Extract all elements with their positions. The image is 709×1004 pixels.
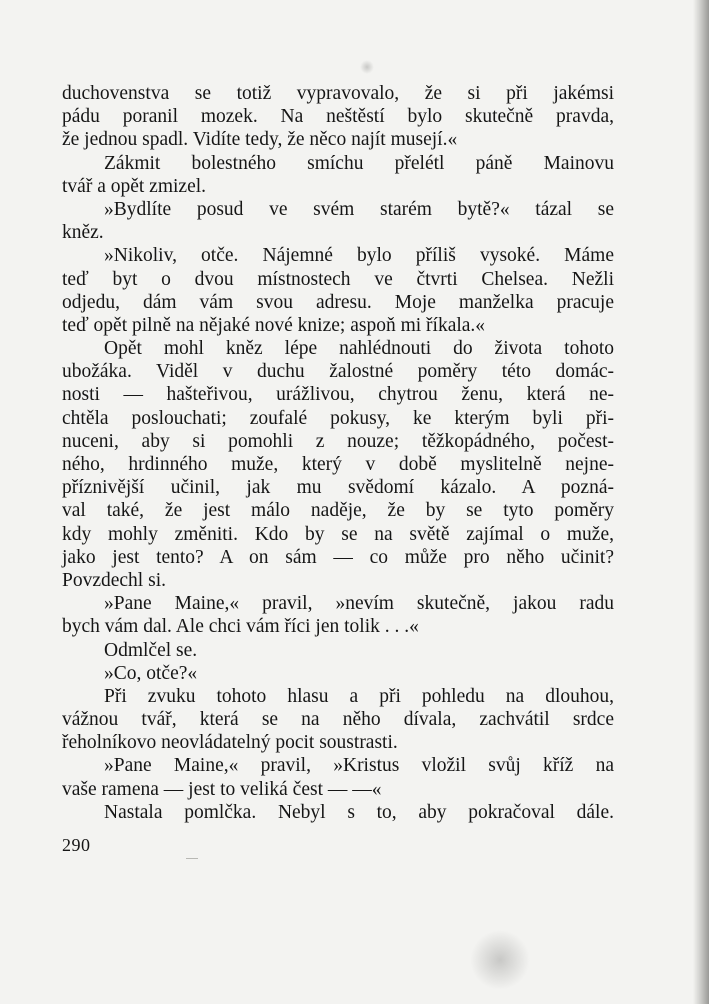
text-line: val také, že jest málo naděje, že by se tyto poměry — [62, 500, 614, 522]
page-gutter-shadow — [693, 0, 709, 1004]
text-line: Při zvuku tohoto hlasu a při pohledu na dlouhou, — [104, 685, 614, 707]
text-line: pádu poranil mozek. Na neštěstí bylo skutečně pravda, — [62, 106, 614, 128]
text-line: řeholníkovo neovládatelný pocit soustrasti. — [62, 732, 398, 754]
text-line: Zákmit bolestného smíchu přelétl páně Mainovu — [104, 152, 614, 174]
text-line: že jednou spadl. Vidíte tedy, že něco najít musejí.« — [62, 129, 458, 151]
text-line: Povzdechl si. — [62, 569, 166, 591]
text-line: kněz. — [62, 222, 104, 244]
text-line: Odmlčel se. — [104, 639, 198, 661]
text-line: »Bydlíte posud ve svém starém bytě?« tázal se — [104, 198, 614, 220]
page-number: 290 — [62, 835, 91, 855]
text-line: teď opět pilně na nějaké nové knize; aspoň mi říkala.« — [62, 314, 486, 336]
paper-smudge — [470, 930, 530, 990]
text-line: vážnou tvář, která se na něho dívala, zachvátil srdce — [62, 709, 614, 731]
text-line: »Pane Maine,« pravil, »Kristus vložil svůj kříž na — [104, 755, 614, 777]
text-line: »Co, otče?« — [104, 662, 198, 684]
text-line: Opět mohl kněz lépe nahlédnouti do života tohoto — [104, 338, 614, 360]
text-line: příznivější učinil, jak mu svědomí kázalo. A pozná- — [62, 477, 614, 499]
body-text — [62, 82, 614, 824]
text-line: nuceni, aby si pomohli z nouze; těžkopádného, počest- — [62, 430, 614, 452]
text-line: ného, hrdinného muže, který v době myslitelně nejne- — [62, 454, 614, 475]
text-line: tvář a opět zmizel. — [62, 175, 207, 197]
text-line: vaše ramena — jest to veliká čest — —« — [62, 778, 382, 800]
text-line: jako jest tento? A on sám — co může pro něho učinit? — [62, 546, 614, 568]
print-mark — [186, 858, 198, 859]
text-line: »Nikoliv, otče. Nájemné bylo příliš vysoké. Máme — [104, 245, 614, 267]
text-line: nosti — hašteřivou, urážlivou, chytrou ženu, která ne- — [62, 384, 614, 406]
text-line: duchovenstva se totiž vypravovalo, že si při jakémsi — [62, 83, 614, 104]
text-line: bych vám dal. Ale chci vám říci jen tolik . . .« — [62, 616, 419, 638]
text-line: kdy mohly změniti. Kdo by se na světě zajímal o muže, — [62, 523, 614, 545]
text-line: odjedu, dám vám svou adresu. Moje manželka pracuje — [62, 291, 614, 313]
text-line: Nastala pomlčka. Nebyl s to, aby pokračoval dále. — [104, 801, 614, 823]
text-line: ubožáka. Viděl v duchu žalostné poměry této domác- — [62, 361, 614, 383]
text-line: »Pane Maine,« pravil, »nevím skutečně, jakou radu — [104, 593, 614, 615]
text-line: teď byt o dvou místnostech ve čtvrti Chelsea. Nežli — [62, 268, 614, 290]
text-line: chtěla poslouchati; zoufalé pokusy, ke kterým byli při- — [62, 407, 614, 429]
paper-smudge — [360, 60, 374, 74]
